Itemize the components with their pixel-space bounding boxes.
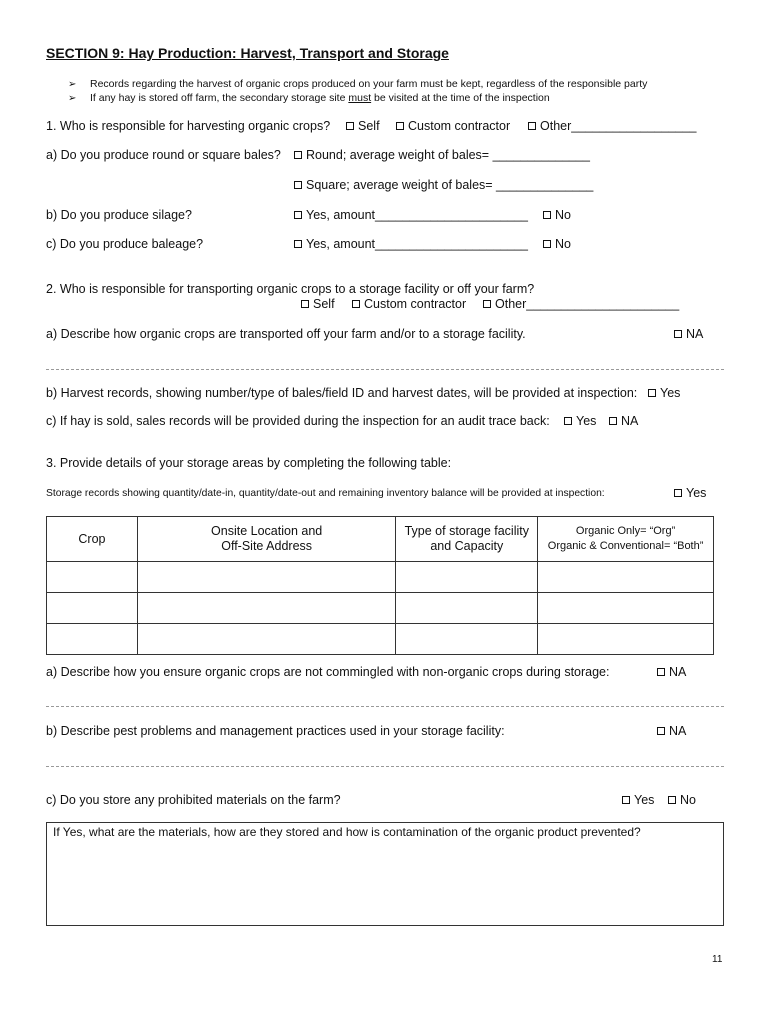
q3a-label: a) Describe how you ensure organic crops are not commingled with non-organic crops during storage: (46, 665, 610, 679)
checkbox[interactable] (294, 211, 302, 219)
option-label: NA (669, 724, 687, 738)
header-line: Onsite Location and (211, 524, 323, 538)
checkbox[interactable] (294, 240, 302, 248)
option-label: Yes (634, 793, 655, 807)
col-organic-status (538, 517, 714, 562)
q2c-na-option[interactable] (609, 414, 638, 428)
q2c-yes-option[interactable] (564, 414, 596, 428)
checkbox[interactable] (648, 389, 656, 397)
storage-records-yes-option[interactable] (674, 486, 706, 500)
answer-line[interactable] (46, 766, 724, 767)
option-label: Custom contractor (364, 297, 467, 311)
bullet-item (68, 78, 647, 90)
option-label: Yes (686, 486, 707, 500)
table-cell[interactable] (137, 593, 396, 624)
q2-self-option[interactable] (301, 297, 335, 311)
table-cell[interactable] (47, 562, 138, 593)
checkbox[interactable] (622, 796, 630, 804)
option-label: Yes, amount______________________ (306, 208, 528, 222)
table-cell[interactable] (396, 624, 538, 655)
header-line: and Capacity (430, 539, 504, 553)
checkbox[interactable] (294, 181, 302, 189)
checkbox[interactable] (301, 300, 309, 308)
table-row (47, 593, 714, 624)
table-row (47, 624, 714, 655)
col-location (137, 517, 396, 562)
checkbox[interactable] (543, 240, 551, 248)
q1-contractor-option[interactable] (396, 119, 510, 133)
option-label: Yes (576, 414, 597, 428)
col-facility-type (396, 517, 538, 562)
table-header-row (47, 517, 714, 562)
page-number: 11 (712, 954, 723, 965)
q3c-yes-option[interactable] (622, 793, 654, 807)
q1-self-option[interactable] (346, 119, 380, 133)
q1b-label: b) Do you produce silage? (46, 208, 192, 222)
q3b-label: b) Describe pest problems and management practices used in your storage facility: (46, 724, 505, 738)
q1b-no-option[interactable] (543, 208, 571, 222)
arrow-icon: ➢ (68, 79, 77, 90)
q2b-label: b) Harvest records, showing number/type of bales/field ID and harvest dates, will be provided at inspection: (46, 386, 638, 400)
checkbox[interactable] (396, 122, 404, 130)
q1c-label: c) Do you produce baleage? (46, 237, 204, 251)
table-cell[interactable] (538, 562, 714, 593)
checkbox[interactable] (668, 796, 676, 804)
header-line: Off-Site Address (221, 539, 313, 553)
q3b-na-option[interactable] (657, 724, 686, 738)
answer-line[interactable] (46, 369, 724, 370)
option-label: NA (621, 414, 639, 428)
col-crop: Crop (47, 517, 138, 562)
checkbox[interactable] (483, 300, 491, 308)
q2-other-option[interactable] (483, 297, 679, 311)
option-label: Custom contractor (408, 119, 511, 133)
option-label: NA (669, 665, 687, 679)
bullet-text: If any hay is stored off farm, the secondary storage site (90, 92, 349, 104)
option-label: NA (686, 327, 704, 341)
option-label: Self (358, 119, 380, 133)
q2a-na-option[interactable] (674, 327, 703, 341)
q3c-label: c) Do you store any prohibited materials on the farm? (46, 793, 341, 807)
storage-records-label: Storage records showing quantity/date-in, quantity/date-out and remaining inventory balance will be provided at inspection: (46, 488, 605, 499)
q1a-square-option[interactable] (294, 178, 593, 192)
q2a-label: a) Describe how organic crops are transported off your farm and/or to a storage facility. (46, 327, 526, 341)
q3c-no-option[interactable] (668, 793, 696, 807)
prohibited-materials-textbox[interactable] (46, 822, 724, 926)
checkbox[interactable] (346, 122, 354, 130)
textbox-prompt: If Yes, what are the materials, how are they stored and how is contamination of the organic product prevented? (53, 825, 641, 839)
option-label: No (680, 793, 696, 807)
option-label: Yes, amount______________________ (306, 237, 528, 251)
option-label: Square; average weight of bales= ______________ (306, 178, 594, 192)
q1b-yes-option[interactable] (294, 208, 528, 222)
table-cell[interactable] (137, 624, 396, 655)
q2-label: 2. Who is responsible for transporting organic crops to a storage facility or off your farm? (46, 282, 535, 296)
q2b-yes-option[interactable] (648, 386, 680, 400)
answer-line[interactable] (46, 706, 724, 707)
q1-other-option[interactable] (528, 119, 696, 133)
table-cell[interactable] (396, 593, 538, 624)
bullet-text: Records regarding the harvest of organic crops produced on your farm must be kept, regardless of the responsible party (90, 78, 648, 90)
checkbox[interactable] (609, 417, 617, 425)
q2c-label: c) If hay is sold, sales records will be provided during the inspection for an audit trace back: (46, 414, 550, 428)
bullet-emphasis: must (348, 92, 372, 104)
table-row (47, 562, 714, 593)
header-line: Type of storage facility (404, 524, 529, 538)
option-label: Other______________________ (495, 297, 680, 311)
table-cell[interactable] (47, 593, 138, 624)
table-cell[interactable] (137, 562, 396, 593)
storage-table (46, 516, 714, 655)
checkbox[interactable] (674, 489, 682, 497)
q3a-na-option[interactable] (657, 665, 686, 679)
option-label: No (555, 208, 571, 222)
header-line: Organic Only= “Org” (575, 525, 676, 537)
checkbox[interactable] (294, 151, 302, 159)
checkbox[interactable] (352, 300, 360, 308)
option-label: No (555, 237, 571, 251)
section-title: SECTION 9: Hay Production: Harvest, Transport and Storage (46, 45, 449, 61)
q1c-yes-option[interactable] (294, 237, 528, 251)
checkbox[interactable] (674, 330, 682, 338)
checkbox[interactable] (564, 417, 572, 425)
table-cell[interactable] (538, 624, 714, 655)
q2-contractor-option[interactable] (352, 297, 466, 311)
table-cell[interactable] (47, 624, 138, 655)
arrow-icon: ➢ (68, 93, 77, 104)
option-label: Other__________________ (540, 119, 697, 133)
header-line: Organic & Conventional= “Both” (547, 540, 704, 552)
option-label: Yes (660, 386, 681, 400)
table-cell[interactable] (396, 562, 538, 593)
option-label: Self (313, 297, 335, 311)
q3-label: 3. Provide details of your storage areas by completing the following table: (46, 456, 452, 470)
option-label: Round; average weight of bales= ______________ (306, 148, 590, 162)
q1a-label: a) Do you produce round or square bales? (46, 148, 281, 162)
checkbox[interactable] (657, 668, 665, 676)
bullet-item (68, 92, 550, 104)
bullet-text: be visited at the time of the inspection (371, 92, 550, 104)
q1c-no-option[interactable] (543, 237, 571, 251)
checkbox[interactable] (543, 211, 551, 219)
table-cell[interactable] (538, 593, 714, 624)
checkbox[interactable] (657, 727, 665, 735)
checkbox[interactable] (528, 122, 536, 130)
q1a-round-option[interactable] (294, 148, 590, 162)
q1-label: 1. Who is responsible for harvesting organic crops? (46, 119, 331, 133)
